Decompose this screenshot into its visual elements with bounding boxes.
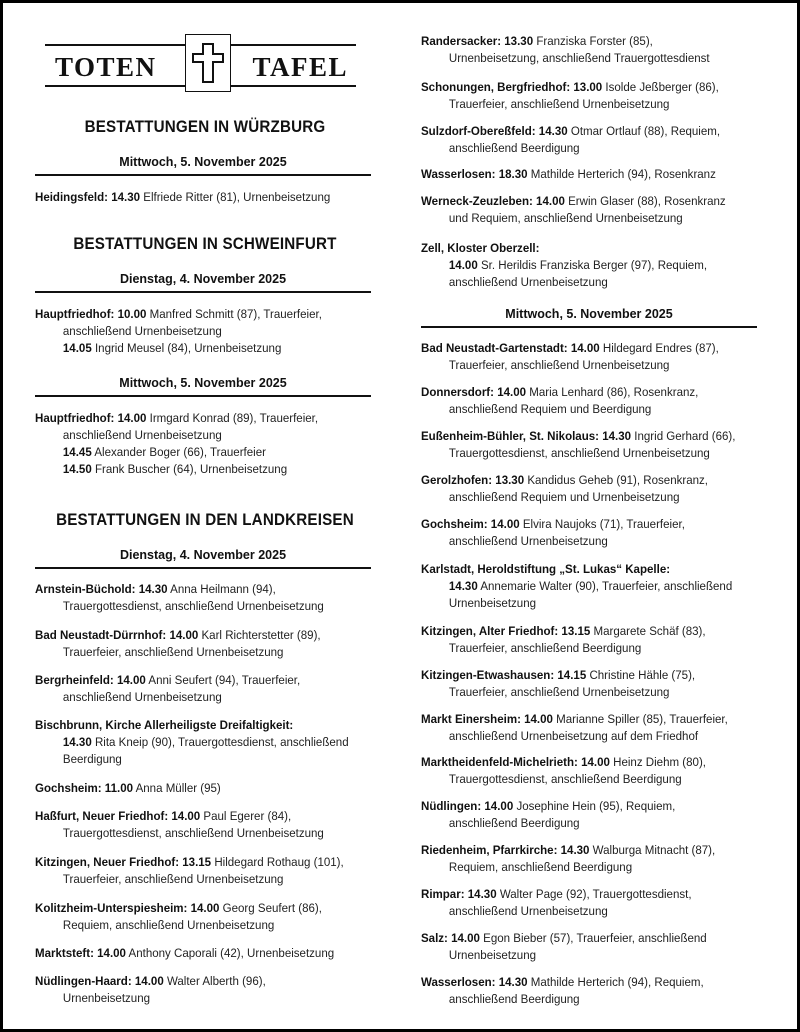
- date-heading: Dienstag, 4. November 2025: [35, 272, 371, 293]
- entry-text: Franziska Forster (85),: [536, 34, 653, 48]
- entry-time: 14.30: [538, 124, 568, 138]
- entry-text: Walter Alberth (96),: [166, 974, 266, 988]
- entry-continuation: anschließend Urnenbeisetzung: [448, 534, 608, 548]
- entry-text: Hildegard Endres (87),: [602, 341, 719, 355]
- entry-extra: [35, 340, 379, 357]
- section-title-wuerzburg: BESTATTUNGEN IN WÜRZBURG: [84, 118, 326, 136]
- entry-text: Mathilde Herterich (94), Rosenkranz: [530, 167, 716, 181]
- list-item: [421, 166, 765, 183]
- list-item: [421, 561, 765, 612]
- entry-text: Elvira Naujoks (71), Trauerfeier,: [522, 517, 685, 531]
- entry-place: Randersacker:: [421, 34, 502, 48]
- entry-place: Karlstadt, Heroldstiftung „St. Lukas“ Kapelle:: [421, 562, 671, 576]
- entry-continuation: Urnenbeisetzung: [62, 991, 151, 1005]
- entry-text: Josephine Hein (95), Requiem,: [516, 799, 676, 813]
- list-item: [421, 79, 765, 113]
- entry-time: 10.00: [117, 307, 147, 321]
- entry-place: Kolitzheim-Unterspiesheim:: [35, 901, 188, 915]
- entry-time: 14.00: [134, 974, 164, 988]
- list-item: [35, 410, 379, 478]
- date-heading: Dienstag, 4. November 2025: [35, 548, 371, 569]
- entry-text: Walter Page (92), Trauergottesdienst,: [499, 887, 692, 901]
- entry-continuation: Requiem, anschließend Urnenbeisetzung: [62, 918, 275, 932]
- entry-continuation: anschließend Beerdigung: [448, 992, 580, 1006]
- entry-place: Rimpar:: [421, 887, 465, 901]
- entry-extra: [35, 444, 379, 461]
- entry-text: Margarete Schäf (83),: [593, 624, 706, 638]
- entry-continuation: Urnenbeisetzung: [448, 596, 537, 610]
- entry-place: Bad Neustadt-Dürrnhof:: [35, 628, 167, 642]
- cross-box: [185, 34, 231, 92]
- entry-text: Frank Buscher (64), Urnenbeisetzung: [94, 462, 288, 476]
- list-item: [35, 900, 379, 934]
- entry-time: 18.30: [498, 167, 528, 181]
- obituary-page: [3, 3, 797, 1029]
- entry-place: Heidingsfeld:: [35, 190, 108, 204]
- entry-continuation: anschließend Urnenbeisetzung: [448, 275, 608, 289]
- entry-time: 14.00: [116, 673, 146, 687]
- entry-continuation: Trauerfeier, anschließend Urnenbeisetzung: [448, 685, 670, 699]
- list-item: [421, 842, 765, 876]
- entry-line: [421, 257, 765, 274]
- entry-place: Hauptfriedhof:: [35, 307, 115, 321]
- entry-text: Maria Lenhard (86), Rosenkranz,: [529, 385, 699, 399]
- date-heading: Mittwoch, 5. November 2025: [35, 155, 371, 176]
- entry-text: Ingrid Meusel (84), Urnenbeisetzung: [94, 341, 282, 355]
- entry-place: Gochsheim:: [35, 781, 102, 795]
- entry-text: Otmar Ortlauf (88), Requiem,: [570, 124, 721, 138]
- entry-time: 14.00: [570, 341, 600, 355]
- entry-time: 14.00: [171, 809, 201, 823]
- entry-time: 14.00: [536, 194, 565, 208]
- list-item: [35, 627, 379, 661]
- entry-continuation: Trauergottesdienst, anschließend Beerdigung: [448, 772, 682, 786]
- entry-continuation: Trauerfeier, anschließend Urnenbeisetzung: [62, 872, 284, 886]
- entry-continuation: Beerdigung: [62, 752, 122, 766]
- entry-line: [35, 734, 379, 751]
- entry-time: 14.30: [62, 735, 92, 749]
- entry-time: 14.00: [490, 517, 520, 531]
- entry-continuation: anschließend Urnenbeisetzung: [62, 324, 222, 338]
- entry-time: 14.00: [484, 799, 514, 813]
- entry-time: 14.30: [138, 582, 168, 596]
- entry-place: Nüdlingen:: [421, 799, 482, 813]
- section-title-schweinfurt: BESTATTUNGEN IN SCHWEINFURT: [73, 235, 337, 253]
- entry-time: 14.30: [602, 429, 632, 443]
- entry-time: 14.30: [111, 190, 141, 204]
- entry-text: Anni Seufert (94), Trauerfeier,: [148, 673, 301, 687]
- list-item: [35, 581, 379, 615]
- list-item: [35, 717, 379, 768]
- entry-text: Elfriede Ritter (81), Urnenbeisetzung: [143, 190, 331, 204]
- list-item: [421, 974, 765, 1008]
- entry-continuation: Trauerfeier, anschließend Urnenbeisetzung: [62, 645, 284, 659]
- entry-continuation: Urnenbeisetzung: [448, 948, 537, 962]
- entry-continuation: Trauergottesdienst, anschließend Urnenbeisetzung: [448, 446, 710, 460]
- entry-text: Walburga Mitnacht (87),: [592, 843, 716, 857]
- logo-word-left: TOTEN: [55, 52, 157, 82]
- list-item: [35, 672, 379, 706]
- entry-time: 14.50: [62, 462, 92, 476]
- entry-place: Riedenheim, Pfarrkirche:: [421, 843, 558, 857]
- list-item: [421, 472, 765, 506]
- entry-place: Bischbrunn, Kirche Allerheiligste Dreifaltigkeit:: [35, 718, 294, 732]
- entry-time: 14.15: [557, 668, 587, 682]
- entry-time: 13.15: [561, 624, 591, 638]
- list-item: [421, 754, 765, 788]
- entry-time: 14.00: [97, 946, 126, 960]
- list-item: [421, 930, 765, 964]
- entry-place: Werneck-Zeuzleben:: [421, 194, 533, 208]
- entry-place: Donnersdorf:: [421, 385, 494, 399]
- list-item: [421, 886, 765, 920]
- list-item: [421, 667, 765, 701]
- entry-text: Manfred Schmitt (87), Trauerfeier,: [149, 307, 322, 321]
- entry-place: Wasserlosen:: [421, 167, 496, 181]
- entry-text: Mathilde Herterich (94), Requiem,: [530, 975, 704, 989]
- date-heading: Mittwoch, 5. November 2025: [35, 376, 371, 397]
- logo-word-right: TAFEL: [252, 52, 348, 82]
- entry-place: Gerolzhofen:: [421, 473, 493, 487]
- entry-place: Zell, Kloster Oberzell:: [421, 241, 540, 255]
- entry-place: Arnstein-Büchold:: [35, 582, 136, 596]
- entry-text: Sr. Herildis Franziska Berger (97), Requiem,: [480, 258, 708, 272]
- list-item: [421, 384, 765, 418]
- entry-text: Erwin Glaser (88), Rosenkranz: [568, 194, 726, 208]
- entry-continuation: anschließend Beerdigung: [448, 141, 580, 155]
- entry-text: Paul Egerer (84),: [203, 809, 292, 823]
- entry-time: 14.30: [560, 843, 590, 857]
- entry-time: 13.00: [573, 80, 603, 94]
- entry-text: Hildegard Rothaug (101),: [214, 855, 344, 869]
- entry-line: [421, 578, 765, 595]
- entry-time: 14.00: [497, 385, 527, 399]
- entry-time: 14.30: [498, 975, 528, 989]
- entry-place: Haßfurt, Neuer Friedhof:: [35, 809, 169, 823]
- entry-continuation: Trauerfeier, anschließend Urnenbeisetzung: [448, 97, 670, 111]
- list-item: [421, 193, 765, 227]
- entry-time: 14.00: [117, 411, 147, 425]
- entry-place: Gochsheim:: [421, 517, 488, 531]
- entry-time: 11.00: [104, 781, 134, 795]
- list-item: [35, 973, 379, 1007]
- entry-time: 14.05: [62, 341, 92, 355]
- entry-time: 14.00: [581, 755, 610, 769]
- list-item: [421, 711, 765, 745]
- entry-text: Annemarie Walter (90), Trauerfeier, anschließend: [480, 579, 733, 593]
- entry-time: 13.30: [504, 34, 534, 48]
- entry-place: Hauptfriedhof:: [35, 411, 115, 425]
- entry-time: 14.00: [448, 258, 478, 272]
- list-item: [35, 945, 379, 962]
- date-heading: Mittwoch, 5. November 2025: [421, 307, 757, 328]
- entry-place: Marktsteft:: [35, 946, 94, 960]
- entry-text: Karl Richterstetter (89),: [201, 628, 321, 642]
- entry-text: Anna Müller (95): [135, 781, 221, 795]
- entry-place: Bad Neustadt-Gartenstadt:: [421, 341, 568, 355]
- entry-place: Marktheidenfeld-Michelrieth:: [421, 755, 578, 769]
- list-item: [421, 516, 765, 550]
- entry-continuation: anschließend Requiem und Beerdigung: [448, 402, 652, 416]
- entry-place: Schonungen, Bergfriedhof:: [421, 80, 571, 94]
- totentafel-logo: [45, 32, 356, 96]
- entry-place: Bergrheinfeld:: [35, 673, 114, 687]
- entry-continuation: anschließend Urnenbeisetzung: [448, 904, 608, 918]
- entry-text: Georg Seufert (86),: [222, 901, 322, 915]
- entry-text: Alexander Boger (66), Trauerfeier: [94, 445, 266, 459]
- entry-time: 13.15: [182, 855, 212, 869]
- list-item: [421, 428, 765, 462]
- entry-place: Sulzdorf-Obereßfeld:: [421, 124, 536, 138]
- cross-icon: [192, 43, 224, 83]
- entry-time: 14.00: [190, 901, 220, 915]
- entry-time: 14.45: [62, 445, 92, 459]
- entry-time: 14.00: [524, 712, 553, 726]
- list-item: [35, 808, 379, 842]
- entry-time: 14.00: [169, 628, 199, 642]
- entry-place: Kitzingen-Etwashausen:: [421, 668, 555, 682]
- entry-place: Wasserlosen:: [421, 975, 496, 989]
- entry-text: Anna Heilmann (94),: [170, 582, 276, 596]
- entry-continuation: anschließend Beerdigung: [448, 816, 580, 830]
- entry-text: Rita Kneip (90), Trauergottesdienst, anschließend: [94, 735, 349, 749]
- list-item: [421, 340, 765, 374]
- entry-continuation: anschließend Requiem und Urnenbeisetzung: [448, 490, 680, 504]
- entry-continuation: anschließend Urnenbeisetzung: [62, 690, 222, 704]
- entry-place: Kitzingen, Neuer Friedhof:: [35, 855, 180, 869]
- entry-time: 14.00: [451, 931, 480, 945]
- entry-place: Salz:: [421, 931, 448, 945]
- list-item: [421, 623, 765, 657]
- entry-time: 14.30: [448, 579, 478, 593]
- entry-continuation: Trauerfeier, anschließend Beerdigung: [448, 641, 642, 655]
- entry-text: Kandidus Geheb (91), Rosenkranz,: [527, 473, 708, 487]
- entry-continuation: Urnenbeisetzung, anschließend Trauergottesdienst: [448, 51, 710, 65]
- list-item: [35, 189, 379, 206]
- entry-place: Eußenheim-Bühler, St. Nikolaus:: [421, 429, 600, 443]
- entry-continuation: anschließend Urnenbeisetzung: [62, 428, 222, 442]
- entry-place: Nüdlingen-Haard:: [35, 974, 132, 988]
- entry-time: 13.30: [495, 473, 525, 487]
- section-title-landkreise: BESTATTUNGEN IN DEN LANDKREISEN: [56, 511, 354, 529]
- list-item: [421, 240, 765, 291]
- list-item: [35, 306, 379, 357]
- entry-continuation: Trauergottesdienst, anschließend Urnenbeisetzung: [62, 826, 324, 840]
- entry-text: Anthony Caporali (42), Urnenbeisetzung: [128, 946, 335, 960]
- entry-text: Ingrid Gerhard (66),: [634, 429, 736, 443]
- entry-continuation: und Requiem, anschließend Urnenbeisetzung: [448, 211, 683, 225]
- entry-continuation: Requiem, anschließend Beerdigung: [448, 860, 633, 874]
- entry-text: Christine Hähle (75),: [589, 668, 696, 682]
- entry-text: Isolde Jeßberger (86),: [605, 80, 719, 94]
- entry-text: Marianne Spiller (85), Trauerfeier,: [556, 712, 728, 726]
- list-item: [35, 780, 379, 797]
- list-item: [421, 33, 765, 67]
- entry-text: Heinz Diehm (80),: [613, 755, 707, 769]
- entry-time: 14.30: [467, 887, 497, 901]
- entry-place: Markt Einersheim:: [421, 712, 521, 726]
- entry-text: Egon Bieber (57), Trauerfeier, anschließend: [483, 931, 707, 945]
- entry-continuation: anschließend Urnenbeisetzung auf dem Friedhof: [448, 729, 699, 743]
- list-item: [421, 123, 765, 157]
- entry-place: Kitzingen, Alter Friedhof:: [421, 624, 559, 638]
- entry-text: Irmgard Konrad (89), Trauerfeier,: [149, 411, 319, 425]
- entry-continuation: Trauerfeier, anschließend Urnenbeisetzung: [448, 358, 670, 372]
- list-item: [421, 798, 765, 832]
- entry-extra: [35, 461, 379, 478]
- entry-continuation: Trauergottesdienst, anschließend Urnenbeisetzung: [62, 599, 324, 613]
- list-item: [35, 854, 379, 888]
